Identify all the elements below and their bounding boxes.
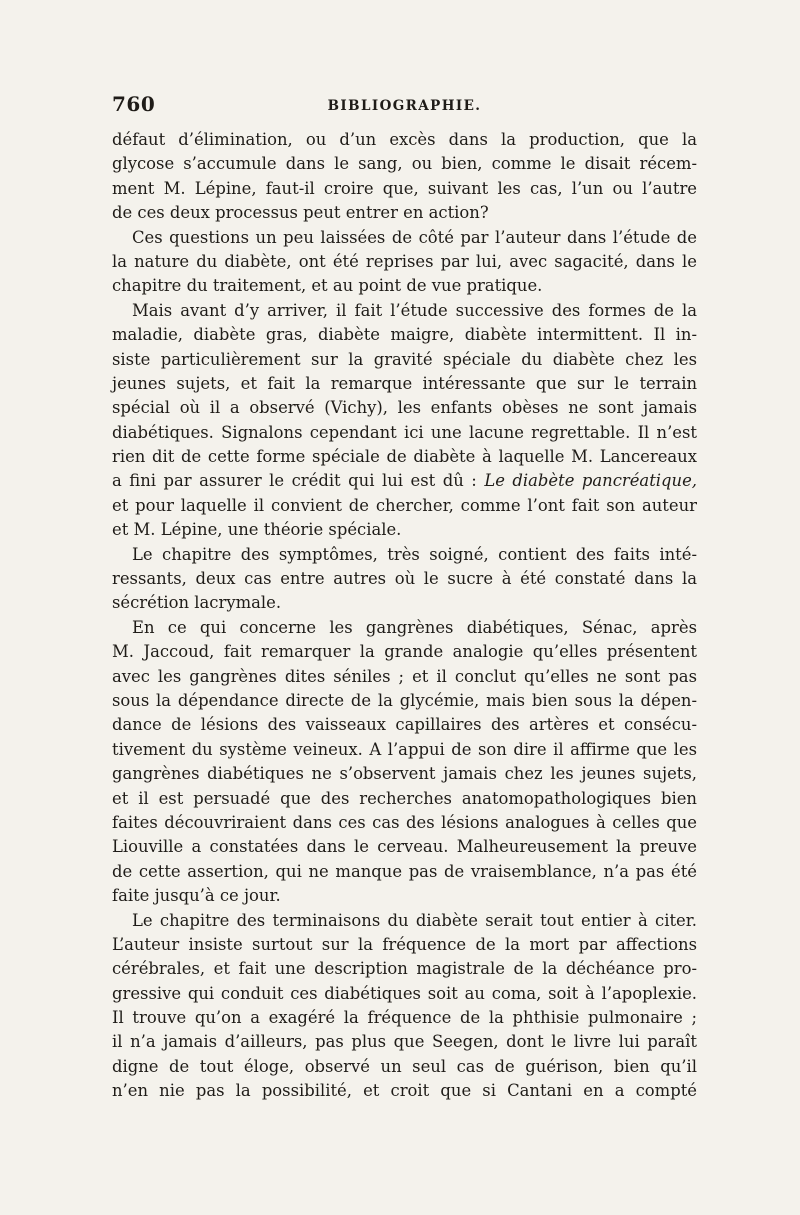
text-line: En ce qui concerne les gangrènes diabétiques, Sénac, après <box>132 617 697 637</box>
text-line: M. Jaccoud, fait remarquer la grande analogie qu’elles présentent <box>112 642 697 662</box>
text-line: rien dit de cette forme spéciale de diabète à laquelle M. Lancereaux <box>112 447 697 467</box>
running-head <box>112 92 697 124</box>
text-line: et M. Lépine, une théorie spéciale. <box>112 520 402 540</box>
text-line: ressants, deux cas entre autres où le sucre à été constaté dans la <box>112 569 697 589</box>
running-title: BIBLIOGRAPHIE. <box>327 98 482 114</box>
text-line: la nature du diabète, ont été reprises par lui, avec sagacité, dans le <box>112 251 697 271</box>
text-line: tivement du système veineux. A l’appui de son dire il affirme que les <box>112 739 697 759</box>
text-line: Ces questions un peu laissées de côté par l’auteur dans l’étude de <box>132 227 697 247</box>
text-line: glycose s’accumule dans le sang, ou bien, comme le disait récem- <box>112 154 697 174</box>
text-line: sécrétion lacrymale. <box>112 593 282 613</box>
text-line: diabétiques. Signalons cependant ici une lacune regrettable. Il n’est <box>112 422 697 442</box>
text-line: cérébrales, et fait une description magistrale de la déchéance pro- <box>112 959 697 979</box>
text-line: de cette assertion, qui ne manque pas de vraisemblance, n’a pas été <box>112 861 697 881</box>
text-line: il n’a jamais d’ailleurs, pas plus que Seegen, dont le livre lui paraît <box>112 1032 697 1052</box>
text-line: Il trouve qu’on a exagéré la fréquence de la phthisie pulmonaire ; <box>112 1008 697 1028</box>
text-line: siste particulièrement sur la gravité spéciale du diabète chez les <box>112 349 697 369</box>
paragraph-4 <box>112 543 697 616</box>
text-line: défaut d’élimination, ou d’un excès dans la production, que la <box>112 130 697 149</box>
paragraph-6 <box>112 909 697 1104</box>
text-line: Mais avant d’y arriver, il fait l’étude successive des formes de la <box>132 300 697 320</box>
paragraph-1 <box>112 128 697 226</box>
text-line: faite jusqu’à ce jour. <box>112 886 281 906</box>
text-line: ment M. Lépine, faut-il croire que, suivant les cas, l’un ou l’autre <box>112 178 697 198</box>
text-line: gangrènes diabétiques ne s’observent jamais chez les jeunes sujets, <box>112 764 697 784</box>
body-text <box>112 128 697 1104</box>
text-line: et il est persuadé que des recherches anatomopathologiques bien <box>112 788 697 808</box>
paragraph-5 <box>112 616 697 909</box>
text-line: sous la dépendance directe de la glycémie, mais bien sous la dépen- <box>112 690 697 710</box>
text-line: Liouville a constatées dans le cerveau. Malheureusement la preuve <box>112 837 697 857</box>
text-line: dance de lésions des vaisseaux capillaires des artères et consécu- <box>112 715 697 735</box>
page-number: 760 <box>112 92 156 116</box>
text-line: gressive qui conduit ces diabétiques soit au coma, soit à l’apoplexie. <box>112 983 697 1003</box>
text-line-with-title <box>112 469 697 493</box>
paragraph-2 <box>112 226 697 299</box>
text-line: L’auteur insiste surtout sur la fréquence de la mort par affections <box>112 934 697 954</box>
text-line: maladie, diabète gras, diabète maigre, diabète intermittent. Il in- <box>112 325 697 345</box>
text-line: n’en nie pas la possibilité, et croit que si Cantani en a compté <box>112 1081 697 1101</box>
text-line: et pour laquelle il convient de chercher, comme l’ont fait son auteur <box>112 495 697 515</box>
text-line: spécial où il a observé (Vichy), les enfants obèses ne sont jamais <box>112 398 697 418</box>
text-run: a fini par assurer le crédit qui lui est dû : <box>112 471 485 491</box>
text-line: Le chapitre des symptômes, très soigné, contient des faits inté- <box>132 544 697 564</box>
text-line: jeunes sujets, et fait la remarque intéressante que sur le terrain <box>112 373 697 393</box>
text-line: digne de tout éloge, observé un seul cas de guérison, bien qu’il <box>112 1056 697 1076</box>
text-line: faites découvriraient dans ces cas des lésions analogues à celles que <box>112 812 697 832</box>
text-line: chapitre du traitement, et au point de vue pratique. <box>112 276 543 296</box>
book-title: Le diabète pancréatique, <box>484 471 697 491</box>
text-line: de ces deux processus peut entrer en action? <box>112 203 489 223</box>
paragraph-3 <box>112 299 697 543</box>
text-line: avec les gangrènes dites séniles ; et il conclut qu’elles ne sont pas <box>112 666 697 686</box>
text-line: Le chapitre des terminaisons du diabète serait tout entier à citer. <box>132 910 697 930</box>
